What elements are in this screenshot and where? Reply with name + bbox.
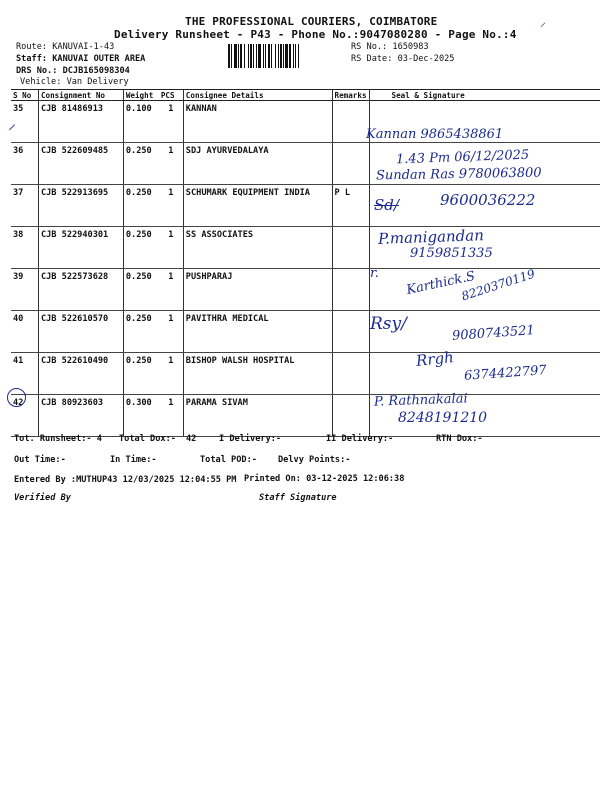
table-row [11, 101, 600, 143]
route-label: Route: KANUVAI-1-43 [16, 42, 115, 52]
circled-row-mark [7, 388, 26, 407]
cell-weight: 0.100 [123, 101, 158, 143]
cell-pcs: 1 [159, 227, 183, 269]
col-remarks: Remarks [332, 90, 369, 101]
cell-consignment: CJB 522610570 [38, 311, 123, 353]
signature-row35: Kannan 9865438861 [366, 127, 504, 142]
cell-sno: 37 [11, 185, 38, 227]
cell-weight: 0.250 [123, 185, 158, 227]
col-weight: Weight [123, 90, 158, 101]
drs-label: DRS No.: DCJB165098304 [16, 66, 130, 76]
cell-pcs: 1 [159, 185, 183, 227]
vehicle-label: Vehicle: Van Delivery [20, 77, 129, 87]
i-delivery: I Delivery:- [219, 434, 282, 444]
col-signature: Seal & Signature [369, 90, 600, 101]
rs-number: RS No.: 1650983 [351, 42, 429, 52]
signature-row38-phone: 9159851335 [410, 246, 493, 261]
cell-remarks [332, 101, 369, 143]
cell-pcs: 1 [159, 395, 183, 437]
col-sno: S No [11, 90, 38, 101]
signature-row39-name: Karthick.S [405, 268, 477, 299]
cell-remarks [332, 269, 369, 311]
out-time: Out Time:- [14, 455, 66, 465]
cell-pcs: 1 [159, 353, 183, 395]
signature-row41-phone: 6374422797 [463, 363, 548, 384]
verified-by: Verified By [14, 493, 71, 503]
cell-remarks [332, 353, 369, 395]
in-time: In Time:- [110, 455, 157, 465]
cell-sno: 35 [11, 101, 38, 143]
cell-consignee: KANNAN [183, 101, 332, 143]
cell-consignment: CJB 522610490 [38, 353, 123, 395]
signature-row39-mark: r. [370, 266, 379, 281]
cell-sno: 38 [11, 227, 38, 269]
check-mark: ⸝ [8, 114, 17, 133]
table-row [11, 227, 600, 269]
cell-weight: 0.250 [123, 311, 158, 353]
cell-consignee: PAVITHRA MEDICAL [183, 311, 332, 353]
signature-row37-sign: Sd/ [374, 196, 399, 214]
rs-date: RS Date: 03-Dec-2025 [351, 54, 455, 64]
total-dox-label: Total Dox:- [119, 434, 176, 444]
cell-remarks [332, 311, 369, 353]
col-consignee: Consignee Details [183, 90, 332, 101]
delvy-points: Delvy Points:- [278, 455, 351, 465]
printed-on: Printed On: 03-12-2025 12:06:38 [244, 474, 405, 484]
signature-row36-time: 1.43 Pm 06/12/2025 [395, 147, 530, 168]
col-pcs: PCS [159, 90, 183, 101]
signature-row40-phone: 9080743521 [451, 323, 536, 344]
cell-sno: 41 [11, 353, 38, 395]
staff-label: Staff: KANUVAI OUTER AREA [16, 54, 146, 64]
signature-row39-phone: 8220370119 [459, 266, 537, 304]
cell-consignee: PUSHPARAJ [183, 269, 332, 311]
staff-signature: Staff Signature [259, 493, 337, 503]
cell-consignment: CJB 522609485 [38, 143, 123, 185]
company-name: THE PROFESSIONAL COURIERS, COIMBATORE [185, 15, 438, 28]
total-runsheet: Tot. Runsheet:- 4 [14, 434, 102, 444]
cell-pcs: 1 [159, 101, 183, 143]
rtn-dox: RTN Dox:- [436, 434, 483, 444]
cell-consignee: SS ASSOCIATES [183, 227, 332, 269]
table-row [11, 395, 600, 437]
cell-sno: 36 [11, 143, 38, 185]
col-consignment: Consignment No [38, 90, 123, 101]
cell-pcs: 1 [159, 311, 183, 353]
total-pod: Total POD:- [200, 455, 257, 465]
cell-sno: 39 [11, 269, 38, 311]
cell-consignee: PARAMA SIVAM [183, 395, 332, 437]
signature-row42-phone: 8248191210 [398, 410, 488, 426]
signature-row41-sign: Rrgh [415, 348, 455, 370]
signature-row36-name: Sundan Ras 9780063800 [375, 165, 542, 184]
barcode-image [228, 44, 348, 68]
barcode-bar [299, 44, 302, 68]
cell-weight: 0.300 [123, 395, 158, 437]
runsheet-subtitle: Delivery Runsheet - P43 - Phone No.:9047080280 - Page No.:4 [114, 28, 517, 41]
total-dox-value: 42 [186, 434, 197, 444]
signature-row37-phone: 9600036222 [440, 191, 536, 209]
cell-sno: 40 [11, 311, 38, 353]
cell-consignment: CJB 522573628 [38, 269, 123, 311]
cell-remarks [332, 395, 369, 437]
entered-by: Entered By :MUTHUP43 12/03/2025 12:04:55 PM [14, 475, 237, 485]
cell-weight: 0.250 [123, 269, 158, 311]
cell-consignee: SDJ AYURVEDALAYA [183, 143, 332, 185]
cell-remarks: P L [332, 185, 369, 227]
signature-row40-sign: Rsy/ [370, 314, 407, 334]
signature-row38-name: P.manigandan [377, 226, 485, 248]
cell-consignment: CJB 80923603 [38, 395, 123, 437]
signature-row42-name: P. Rathnakalai [373, 391, 468, 410]
cell-consignment: CJB 81486913 [38, 101, 123, 143]
corner-mark: ⸝ [540, 15, 547, 29]
cell-sno: 42 [11, 395, 38, 437]
runsheet-table [11, 89, 600, 437]
cell-consignment: CJB 522913695 [38, 185, 123, 227]
cell-weight: 0.250 [123, 353, 158, 395]
cell-consignment: CJB 522940301 [38, 227, 123, 269]
cell-pcs: 1 [159, 143, 183, 185]
cell-consignee: SCHUMARK EQUIPMENT INDIA [183, 185, 332, 227]
cell-remarks [332, 143, 369, 185]
cell-weight: 0.250 [123, 143, 158, 185]
cell-remarks [332, 227, 369, 269]
table-header-row [11, 90, 600, 101]
cell-consignee: BISHOP WALSH HOSPITAL [183, 353, 332, 395]
ii-delivery: II Delivery:- [326, 434, 394, 444]
cell-weight: 0.250 [123, 227, 158, 269]
cell-pcs: 1 [159, 269, 183, 311]
